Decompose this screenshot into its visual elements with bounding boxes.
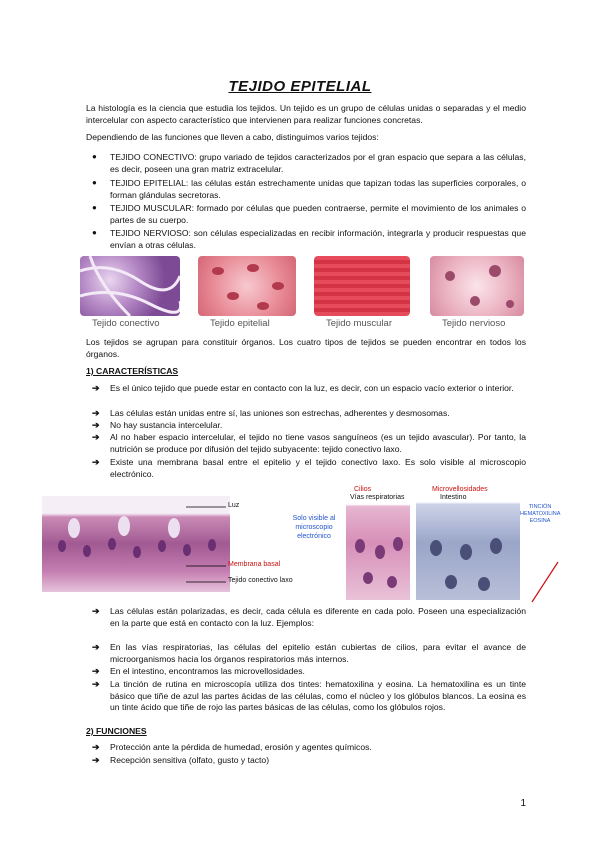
label-microvellosidades: Microvellosidades xyxy=(432,486,488,493)
list-item: TEJIDO MUSCULAR: formado por células que pueden contraerse, permite el movimiento de los animales o partes de su cuerpo. xyxy=(110,203,526,225)
list-item: Las células están unidas entre sí, las uniones son estrechas, adherentes y desmosomas. xyxy=(110,408,450,418)
list-item: Existe una membrana basal entre el epitelio y el tejido conectivo laxo. Es solo visible al microscopio electrónico. xyxy=(110,457,526,479)
arrow-icon: ➔ xyxy=(92,432,100,442)
section-heading-functions: 2) FUNCIONES xyxy=(86,726,147,736)
arrow-icon: ➔ xyxy=(92,755,100,765)
caption-connective: Tejido conectivo xyxy=(92,318,160,329)
label-membrana-basal: Membrana basal xyxy=(228,561,281,568)
organs-paragraph: Los tejidos se agrupan para constituir órganos. Los cuatro tipos de tejidos se pueden encontrar en todos los órganos. xyxy=(86,337,526,359)
microvilli-micrograph xyxy=(416,486,520,600)
list-item: No hay sustancia intercelular. xyxy=(110,420,223,430)
arrow-icon: ➔ xyxy=(92,742,100,752)
arrow-icon: ➔ xyxy=(92,383,100,393)
label-solo-visible: Solo visible al microscopio electrónico xyxy=(292,515,336,540)
label-luz: Luz xyxy=(228,502,240,509)
list-item: En el intestino, encontramos las microvellosidades. xyxy=(110,666,305,676)
list-item: TEJIDO EPITELIAL: las células están estrechamente unidas que tapizan todas las superficies corporales, o forman glándulas secretoras. xyxy=(110,178,526,200)
bullet-icon: ● xyxy=(92,203,97,212)
list-item: TEJIDO NERVIOSO: son células especializadas en recibir información, integrarla y producir respuestas que envían a otras células. xyxy=(110,228,526,250)
arrow-icon: ➔ xyxy=(92,420,100,430)
caption-nervous: Tejido nervioso xyxy=(442,318,506,329)
arrow-icon: ➔ xyxy=(92,642,100,652)
label-cilios: Cilios xyxy=(354,486,372,493)
arrow-icon: ➔ xyxy=(92,408,100,418)
arrow-icon: ➔ xyxy=(92,457,100,467)
section-heading-characteristics: 1) CARACTERÍSTICAS xyxy=(86,366,179,376)
list-item: Recepción sensitiva (olfato, gusto y tacto) xyxy=(110,755,270,765)
label-vias-respiratorias: Vías respiratorias xyxy=(350,494,405,501)
intro-paragraph: La histología es la ciencia que estudia los tejidos. Un tejido es un grupo de células unidas o separadas y el medio intercelular con aspecto característico que intervienen para realizar funciones concretas. xyxy=(86,103,526,125)
list-item: Las células están polarizadas, es decir, cada célula es diferente en cada polo. Poseen una especialización en la parte que está en contacto con la luz. Ejemplos: xyxy=(110,606,526,628)
page-number: 1 xyxy=(520,798,526,809)
nervous-tissue-image xyxy=(430,256,524,316)
arrow-icon: ➔ xyxy=(92,679,100,689)
list-item: TEJIDO CONECTIVO: grupo variado de tejidos caracterizados por el gran espacio que separa a las células, es decir, poseen una gran matriz extracelular. xyxy=(110,152,526,174)
caption-muscle: Tejido muscular xyxy=(326,318,392,329)
caption-epithelial: Tejido epitelial xyxy=(210,318,270,329)
connective-tissue-image xyxy=(80,256,180,316)
list-item: Al no haber espacio intercelular, el tejido no tiene vasos sanguíneos (es un tejido avascular). Por tanto, la nutrición se produce por difusión del tejido subyacente: tejido conectivo laxo. xyxy=(110,432,526,454)
intro-paragraph-2: Dependiendo de las funciones que lleven a cabo, distinguimos varios tejidos: xyxy=(86,132,379,142)
list-item: Es el único tejido que puede estar en contacto con la luz, es decir, con un espacio vacío exterior o interior. xyxy=(110,383,514,393)
label-intestino: Intestino xyxy=(440,494,467,501)
list-item: En las vías respiratorias, las células del epitelio están cubiertas de cilios, para evitar el avance de microorganismos hacia los órganos respiratorios más internos. xyxy=(110,642,526,664)
list-item: Protección ante la pérdida de humedad, erosión y agentes químicos. xyxy=(110,742,372,752)
muscle-tissue-image xyxy=(314,256,410,316)
bullet-icon: ● xyxy=(92,228,97,237)
bullet-icon: ● xyxy=(92,152,97,161)
arrow-icon: ➔ xyxy=(92,666,100,676)
arrow-icon: ➔ xyxy=(92,606,100,616)
epithelial-tissue-image xyxy=(198,256,296,316)
label-tejido-conectivo-laxo: Tejido conectivo laxo xyxy=(228,577,293,584)
label-tincion: TINCIÓN HEMATOXILINA EOSINA xyxy=(520,504,561,524)
list-item: La tinción de rutina en microscopía utiliza dos tintes: hematoxilina y eosina. La hematoxilina es un tinte básico que tiñe de azul las partes ácidas de las células, como el núcleo y los glóbulos blancos. La eosina es un tinte ácido que tiñe de rojo las partes básicas de las células, como los glóbulos rojos. xyxy=(110,679,526,712)
bullet-icon: ● xyxy=(92,178,97,187)
cilia-micrograph xyxy=(346,486,410,600)
page-title: TEJIDO EPITELIAL xyxy=(228,78,372,95)
